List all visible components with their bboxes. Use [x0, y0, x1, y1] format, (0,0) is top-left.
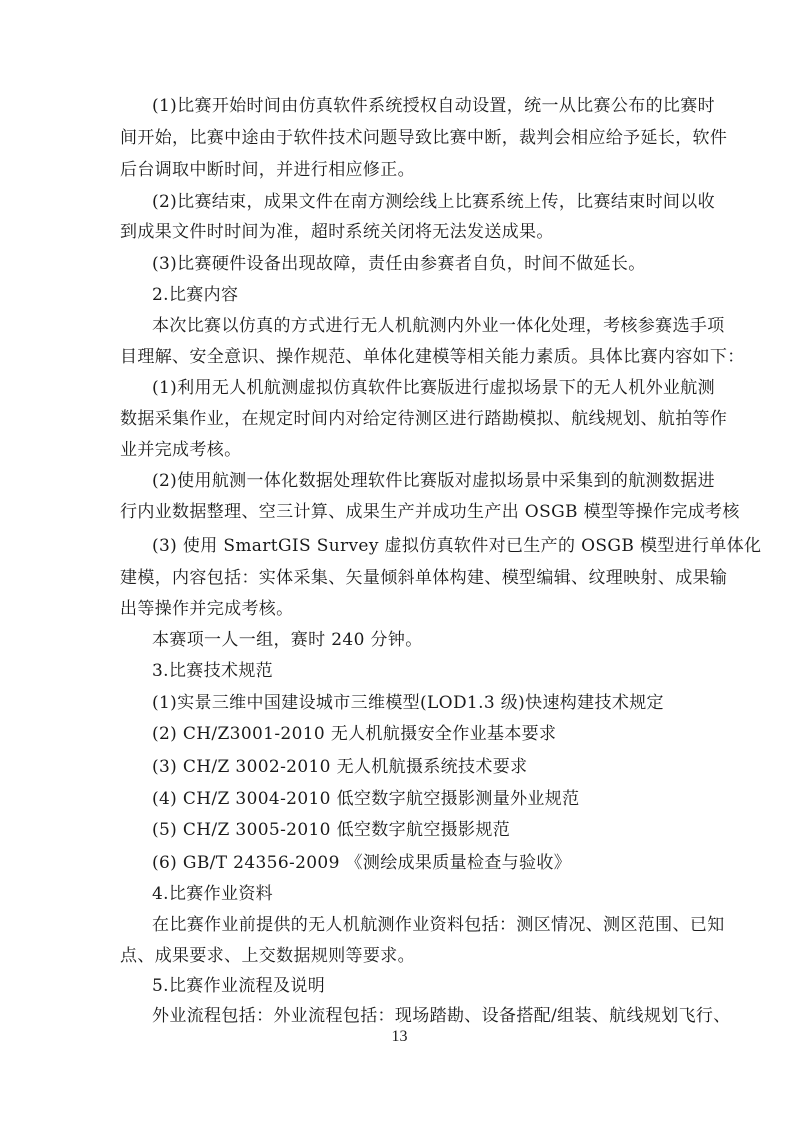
- paragraph-line: (2)使用航测一体化数据处理软件比赛版对虚拟场景中采集到的航测数据进: [152, 471, 715, 491]
- paragraph-line: 行内业数据整理、空三计算、成果生产并成功生产出 OSGB 模型等操作完成考核: [120, 502, 740, 522]
- page-number: 13: [391, 1028, 408, 1045]
- section-heading: 2.比赛内容: [152, 285, 239, 305]
- list-item: (1)实景三维中国建设城市三维模型(LOD1.3 级)快速构建技术规定: [152, 693, 664, 713]
- paragraph-line: 外业流程包括：外业流程包括：现场踏勘、设备搭配/组装、航线规划飞行、: [152, 1006, 731, 1026]
- paragraph-line: (3) 使用 SmartGIS Survey 虚拟仿真软件对已生产的 OSGB 模型进行单体化: [152, 536, 762, 556]
- paragraph-line: (2)比赛结束，成果文件在南方测绘线上比赛系统上传，比赛结束时间以收: [152, 192, 715, 212]
- paragraph-line: 建模，内容包括：实体采集、矢量倾斜单体构建、模型编辑、纹理映射、成果输: [120, 568, 728, 588]
- paragraph-line: (3)比赛硬件设备出现故障，责任由参赛者自负，时间不做延长。: [152, 254, 646, 274]
- paragraph-line: 间开始，比赛中途由于软件技术问题导致比赛中断，裁判会相应给予延长，软件: [120, 128, 728, 148]
- list-item: (2) CH/Z3001-2010 无人机航摄安全作业基本要求: [152, 724, 557, 744]
- list-item: (6) GB/T 24356-2009 《测绘成果质量检查与验收》: [152, 853, 572, 873]
- paragraph-line: 在比赛作业前提供的无人机航测作业资料包括：测区情况、测区范围、已知: [152, 915, 725, 935]
- section-heading: 5.比赛作业流程及说明: [152, 976, 326, 996]
- list-item: (4) CH/Z 3004-2010 低空数字航空摄影测量外业规范: [152, 789, 580, 809]
- paragraph-line: (1)利用无人机航测虚拟仿真软件比赛版进行虚拟场景下的无人机外业航测: [152, 378, 715, 398]
- paragraph-line: 本次比赛以仿真的方式进行无人机航测内外业一体化处理，考核参赛选手项: [152, 316, 725, 336]
- paragraph-line: (1)比赛开始时间由仿真软件系统授权自动设置，统一从比赛公布的比赛时: [152, 96, 715, 116]
- paragraph-line: 后台调取中断时间，并进行相应修正。: [120, 160, 415, 180]
- paragraph-line: 目理解、安全意识、操作规范、单体化建模等相关能力素质。具体比赛内容如下：: [120, 347, 745, 367]
- paragraph-line: 本赛项一人一组，赛时 240 分钟。: [152, 630, 423, 650]
- list-item: (5) CH/Z 3005-2010 低空数字航空摄影规范: [152, 820, 511, 840]
- section-heading: 4.比赛作业资料: [152, 884, 274, 904]
- paragraph-line: 数据采集作业，在规定时间内对给定待测区进行踏勘模拟、航线规划、航拍等作: [120, 409, 728, 429]
- paragraph-line: 到成果文件时时间为准，超时系统关闭将无法发送成果。: [120, 222, 554, 242]
- paragraph-line: 业并完成考核。: [120, 440, 242, 460]
- section-heading: 3.比赛技术规范: [152, 661, 274, 681]
- paragraph-line: 出等操作并完成考核。: [120, 599, 294, 619]
- paragraph-line: 点、成果要求、上交数据规则等要求。: [120, 946, 415, 966]
- list-item: (3) CH/Z 3002-2010 无人机航摄系统技术要求: [152, 757, 528, 777]
